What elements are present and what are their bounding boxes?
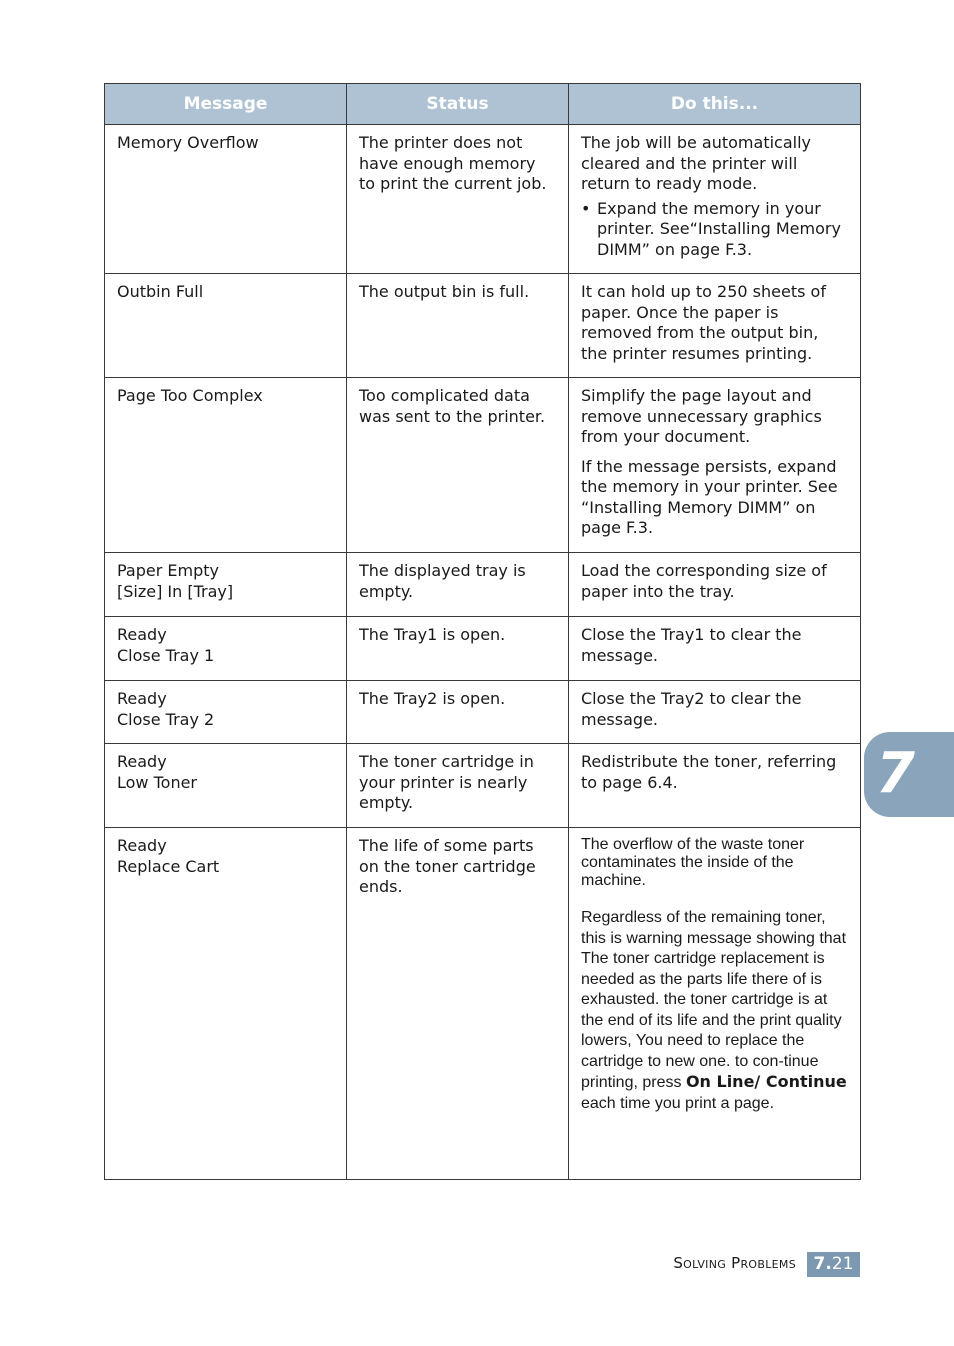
status-cell — [347, 744, 569, 828]
action-text: Redistribute the toner, referring to page 6.4. — [581, 752, 837, 792]
message-cell — [105, 378, 347, 553]
action-text: Simplify the page layout and remove unnecessary graphics from your document. — [581, 386, 822, 446]
action-text: Load the corresponding size of paper into the tray. — [581, 561, 827, 601]
action-cell — [569, 681, 861, 744]
status-cell — [347, 125, 569, 274]
action-text: Close the Tray1 to clear the message. — [581, 625, 802, 665]
status-cell — [347, 274, 569, 378]
status-text: The output bin is full. — [359, 282, 530, 301]
status-cell — [347, 378, 569, 553]
message-text: Low Toner — [117, 772, 197, 792]
footer-section-title: Solving Problems — [673, 1254, 796, 1272]
header-status: Status — [347, 84, 569, 125]
action-cell — [569, 744, 861, 828]
message-cell — [105, 681, 347, 744]
table-header-row — [105, 84, 861, 125]
message-text: Memory Overflow — [117, 133, 259, 152]
table-row — [105, 378, 861, 553]
status-text: The printer does not have enough memory to print the current job. — [359, 133, 547, 193]
status-text: The life of some parts on the toner cartridge ends. — [359, 836, 536, 896]
action-cell — [569, 378, 861, 553]
table-row — [105, 744, 861, 828]
page-number: 21 — [831, 1254, 854, 1274]
status-cell — [347, 617, 569, 681]
message-text: Outbin Full — [117, 282, 204, 301]
message-text: Ready — [117, 752, 167, 771]
action-text-suffix: each time you print a page. — [581, 1094, 775, 1112]
message-text: Replace Cart — [117, 856, 220, 876]
table-row — [105, 553, 861, 617]
message-text: Close Tray 2 — [117, 709, 215, 729]
table-row — [105, 828, 861, 1180]
error-message-table — [104, 83, 861, 1180]
action-cell — [569, 125, 861, 274]
message-text: Page Too Complex — [117, 386, 263, 405]
message-cell — [105, 744, 347, 828]
page-chapter: 7. — [813, 1254, 832, 1274]
status-text: The Tray1 is open. — [359, 625, 506, 644]
message-cell — [105, 553, 347, 617]
status-text: Too complicated data was sent to the printer. — [359, 386, 546, 426]
chapter-tab-number: 7 — [876, 741, 915, 806]
table-row — [105, 274, 861, 378]
action-cell — [569, 617, 861, 681]
bullet-dot: • — [581, 198, 591, 218]
message-text: Ready — [117, 836, 167, 855]
action-cell — [569, 553, 861, 617]
status-text: The Tray2 is open. — [359, 689, 506, 708]
table-row — [105, 617, 861, 681]
chapter-tab — [864, 732, 954, 817]
page-number-badge — [807, 1252, 860, 1277]
message-text: [Size] In [Tray] — [117, 581, 234, 601]
message-text: Paper Empty — [117, 561, 219, 580]
message-cell — [105, 828, 347, 1180]
message-text: Close Tray 1 — [117, 645, 215, 665]
message-text: Ready — [117, 625, 167, 644]
action-bullet — [581, 199, 848, 261]
action-cell — [569, 274, 861, 378]
status-text: The toner cartridge in your printer is nearly empty. — [359, 752, 534, 812]
action-text: The overflow of the waste toner contaminates the inside of the machine. — [581, 836, 805, 889]
action-text: Close the Tray2 to clear the message. — [581, 689, 802, 729]
message-cell — [105, 274, 347, 378]
header-message: Message — [105, 84, 347, 125]
message-cell — [105, 617, 347, 681]
table-row — [105, 681, 861, 744]
message-text: Ready — [117, 689, 167, 708]
online-continue-key: On Line/ Continue — [685, 1072, 847, 1091]
action-text: If the message persists, expand the memory in your printer. See “Installing Memory DIMM” on page F.3. — [581, 456, 838, 537]
message-cell — [105, 125, 347, 274]
status-cell — [347, 828, 569, 1180]
action-text: The job will be automatically cleared and the printer will return to ready mode. — [581, 133, 811, 193]
status-text: The displayed tray is empty. — [359, 561, 526, 601]
action-text: It can hold up to 250 sheets of paper. Once the paper is removed from the output bin, the printer resumes printing. — [581, 282, 826, 363]
action-text-warning — [581, 908, 848, 1114]
action-cell — [569, 828, 861, 1180]
table-row — [105, 125, 861, 274]
action-text-prefix: Regardless of the remaining toner, this is warning message showing that The toner cartridge replacement is needed as the parts life there of is exhausted. the toner cartridge is at the end of its life and the print quality lowers, You need to replace the cartridge to new one. to con-tinue printing, press — [581, 909, 847, 1091]
status-cell — [347, 681, 569, 744]
header-do-this: Do this... — [569, 84, 861, 125]
action-bullet-text: Expand the memory in your printer. See“Installing Memory DIMM” on page F.3. — [597, 198, 841, 259]
status-cell — [347, 553, 569, 617]
